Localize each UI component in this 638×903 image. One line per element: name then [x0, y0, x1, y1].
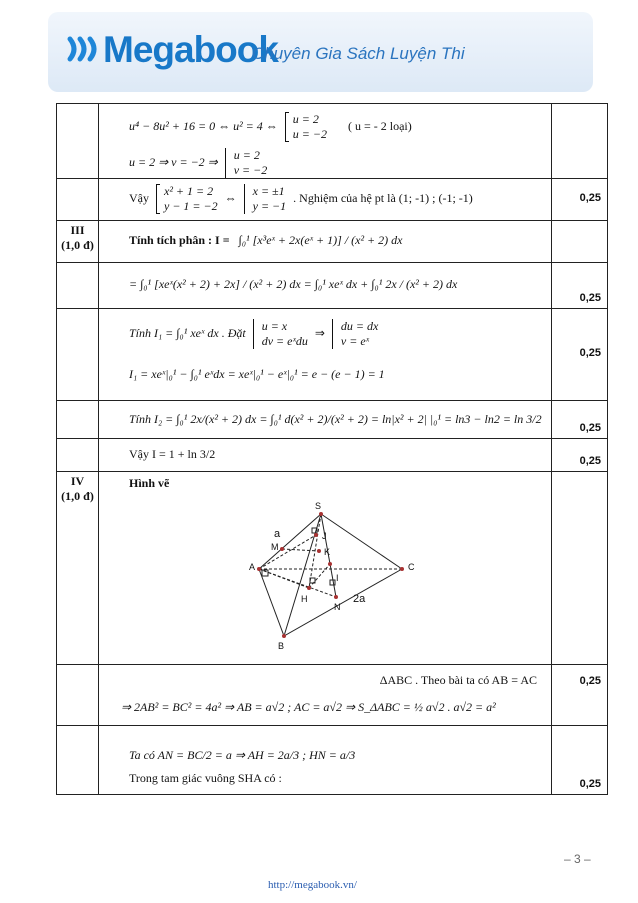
content-cell: [99, 263, 552, 309]
equation-text: Ta có AN = BC/2 = a ⇒ AH = 2a/3 ; HN = a/3: [129, 748, 356, 762]
pyramid-figure: [249, 501, 434, 652]
point-K: [317, 549, 321, 553]
content-cell: [99, 401, 552, 439]
point-N: [334, 595, 338, 599]
integral-expression: ∫₀¹ [x³eˣ + 2x(eˣ + 1)] / (x² + 2) dx: [238, 233, 403, 247]
table-row: [57, 179, 608, 221]
edge-SC: [321, 514, 402, 569]
vay-text: Vậy: [129, 190, 149, 205]
label-cell: [57, 221, 99, 263]
content-cell: [99, 665, 552, 726]
bracket-system: [285, 112, 327, 142]
system-line: y − 1 = −2: [164, 199, 218, 213]
section-points: (1,0 đ): [61, 489, 94, 503]
equation-text: Trong tam giác vuông SHA có :: [129, 771, 282, 785]
label-K: K: [324, 547, 331, 557]
label-cell: [57, 439, 99, 472]
content-cell: [99, 309, 552, 401]
content-cell: [99, 221, 552, 263]
table-row: [57, 665, 608, 726]
system-line: du = dx: [340, 319, 379, 333]
table-row: [57, 401, 608, 439]
segment-HI: [309, 564, 330, 588]
slogan: Chuyên Gia Sách Luyện Thi: [252, 44, 465, 63]
score-cell: [552, 104, 608, 179]
score-cell: 0,25: [552, 439, 608, 472]
equation-text: u = 2 ⇒ v = −2 ⇒: [129, 154, 218, 169]
note-text: ( u = - 2 loại): [347, 118, 412, 133]
equation-text: Vậy I = 1 + ln 3/2: [129, 447, 216, 461]
label-M: M: [271, 542, 279, 552]
case-text: u = 2: [292, 112, 319, 126]
table-row: [57, 104, 608, 179]
nghiem-text: . Nghiệm của hệ pt là (1; -1) ; (-1; -1): [293, 190, 473, 205]
table-row: [57, 309, 608, 401]
implies-symbol: ⇒: [314, 325, 325, 340]
equation-text: ΔABC . Theo bài ta có AB = AC: [379, 673, 537, 687]
equation-text: = ∫₀¹ [xeˣ(x² + 2) + 2x] / (x² + 2) dx = ∫₀¹ xeˣ dx + ∫₀¹ 2x / (x² + 2) dx: [129, 277, 458, 291]
system-line: v = eˣ: [340, 334, 370, 348]
label-cell: [57, 179, 99, 221]
bracket-system: [156, 184, 218, 214]
table-row: [57, 221, 608, 263]
point-A: [257, 567, 261, 571]
point-M: [280, 547, 284, 551]
score-cell: 0,25: [552, 263, 608, 309]
point-I: [328, 562, 332, 566]
equation-text: ⇒ 2AB² = BC² = 4a² ⇒ AB = a√2 ; AC = a√2 ⇒ S_ΔABC = ½ a√2 . a√2 = a²: [121, 700, 496, 714]
label-length-a: a: [274, 528, 281, 540]
footer-url[interactable]: http://megabook.vn/: [268, 879, 357, 891]
equation-text: Tính I₂ = ∫₀¹ 2x/(x² + 2) dx = ∫₀¹ d(x² + 2)/(x² + 2) = ln|x² + 2| |₀¹ = ln3 − ln2 = ln 3/2: [129, 412, 542, 426]
label-cell: [57, 263, 99, 309]
brace-system: [253, 319, 308, 349]
case-text: u = −2: [292, 127, 327, 141]
system-line: u = 2: [233, 148, 260, 162]
table-row: [57, 726, 608, 795]
brace-system: [225, 148, 268, 178]
label-cell: [57, 309, 99, 401]
segment-MK: [282, 549, 319, 551]
score-cell: 0,25: [552, 179, 608, 221]
label-B: B: [278, 641, 285, 651]
page-number: – 3 –: [564, 852, 591, 866]
system-line: y = −1: [252, 199, 287, 213]
label-J: J: [322, 531, 327, 541]
label-cell: [57, 665, 99, 726]
point-B: [282, 634, 286, 638]
content-cell: [99, 726, 552, 795]
section-points: (1,0 đ): [61, 238, 94, 252]
edge-AB: [259, 569, 284, 636]
equation-text: I₁ = xeˣ|₀¹ − ∫₀¹ eˣdx = xeˣ|₀¹ − eˣ|₀¹ = e − (e − 1) = 1: [129, 367, 385, 381]
label-C: C: [408, 562, 415, 572]
point-H: [307, 586, 311, 590]
score-cell: [552, 221, 608, 263]
problem-title: Tính tích phân : I =: [129, 233, 230, 247]
brace-system: [332, 319, 378, 349]
system-line: x² + 1 = 2: [164, 184, 214, 198]
segment-AJ: [259, 535, 316, 569]
score-cell: 0,25: [552, 401, 608, 439]
section-number: III: [70, 223, 85, 237]
figure-title: Hình vẽ: [129, 476, 170, 490]
megabook-logo-icon: [68, 36, 104, 62]
section-number: IV: [70, 474, 85, 488]
content-cell: [99, 439, 552, 472]
label-cell: [57, 401, 99, 439]
content-cell: [99, 104, 552, 179]
label-S: S: [315, 501, 322, 511]
label-A: A: [249, 562, 256, 572]
equation-text: u⁴ − 8u² + 16 = 0 ⇔ u² = 4 ⇔: [129, 118, 278, 133]
point-C: [400, 567, 404, 571]
table-row: [57, 472, 608, 665]
score-cell: 0,25: [552, 665, 608, 726]
label-N: N: [334, 602, 341, 612]
content-cell: [99, 472, 552, 665]
score-cell: 0,25: [552, 726, 608, 795]
right-angle-mark: [330, 580, 335, 585]
label-cell: [57, 104, 99, 179]
system-line: u = x: [261, 319, 288, 333]
brace-system: [244, 184, 287, 214]
point-S: [319, 512, 323, 516]
label-cell: [57, 726, 99, 795]
point-J: [314, 533, 318, 537]
equation-text: Tính I₁ = ∫₀¹ xeˣ dx . Đặt: [129, 325, 246, 340]
score-cell: 0,25: [552, 309, 608, 401]
label-I: I: [336, 573, 339, 583]
table-row: [57, 263, 608, 309]
table-row: [57, 439, 608, 472]
logo-text: Megabook: [103, 29, 278, 70]
iff-symbol: ⇔: [224, 190, 237, 205]
system-line: v = −2: [233, 163, 268, 177]
label-H: H: [301, 594, 308, 604]
solution-table: [56, 103, 608, 795]
content-cell: [99, 179, 552, 221]
score-cell: [552, 472, 608, 665]
system-line: x = ±1: [252, 184, 285, 198]
label-cell: [57, 472, 99, 665]
label-length-2a: 2a: [353, 593, 366, 605]
system-line: dv = eˣdu: [261, 334, 308, 348]
edge-SA: [259, 514, 321, 569]
